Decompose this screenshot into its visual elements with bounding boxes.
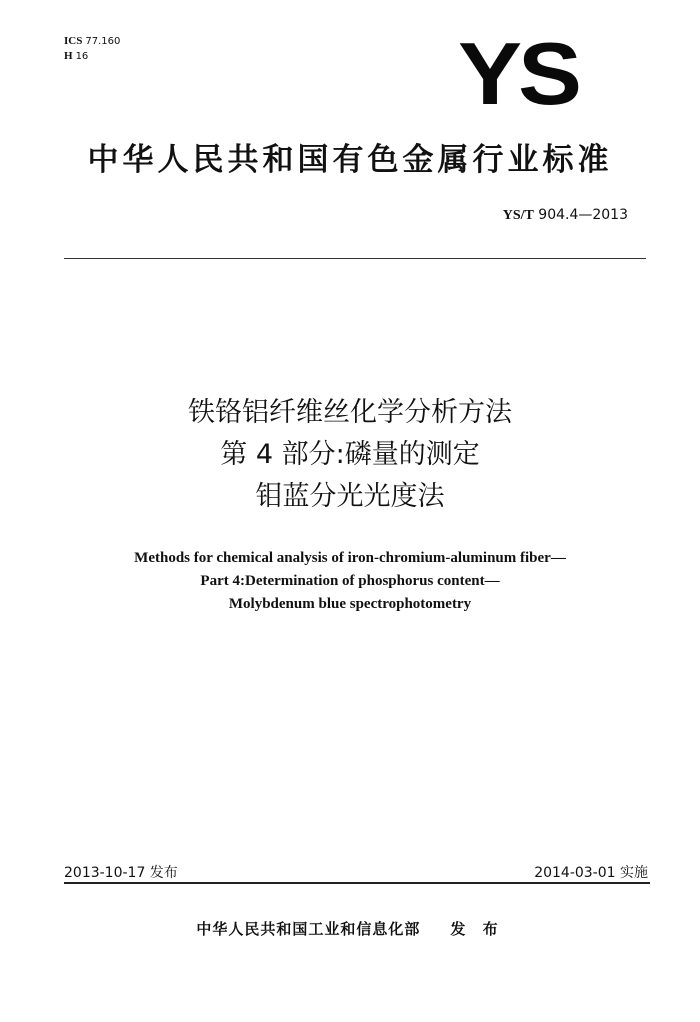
publisher-name: 中华人民共和国工业和信息化部 [196, 920, 421, 938]
chinese-title-line-1: 铁铬铝纤维丝化学分析方法 [188, 397, 512, 428]
ics-label: ICS [64, 35, 83, 47]
english-title-line-2: Part 4:Determination of phosphorus content— [200, 573, 500, 589]
ics-code [64, 34, 120, 49]
ics-value: 77.160 [85, 36, 121, 47]
publish-action: 发 布 [450, 920, 504, 938]
english-title [60, 547, 640, 616]
standard-code-number: 904.4—2013 [538, 207, 628, 223]
issue-date: 2013-10-17 发布 [64, 865, 178, 881]
h-code [64, 49, 120, 64]
h-label: H [64, 50, 73, 62]
chinese-title [60, 392, 640, 518]
publisher-line [60, 918, 640, 939]
chinese-title-line-2: 第 4 部分:磷量的测定 [220, 439, 480, 470]
h-value: 16 [75, 51, 89, 62]
ys-logo: YS [458, 25, 579, 124]
english-title-line-3: Molybdenum blue spectrophotometry [228, 596, 472, 612]
implementation-date: 2014-03-01 实施 [534, 865, 648, 881]
chinese-title-line-3: 钼蓝分光光度法 [255, 481, 445, 512]
organization-title: 中华人民共和国有色金属行业标准 [87, 142, 613, 178]
standard-code-prefix: YS/T [502, 208, 534, 223]
classification-codes [64, 34, 120, 64]
english-title-line-1: Methods for chemical analysis of iron-chromium-aluminum fiber— [134, 550, 566, 566]
standard-code [503, 207, 628, 224]
footer-divider [64, 882, 650, 884]
header-divider [64, 258, 646, 259]
